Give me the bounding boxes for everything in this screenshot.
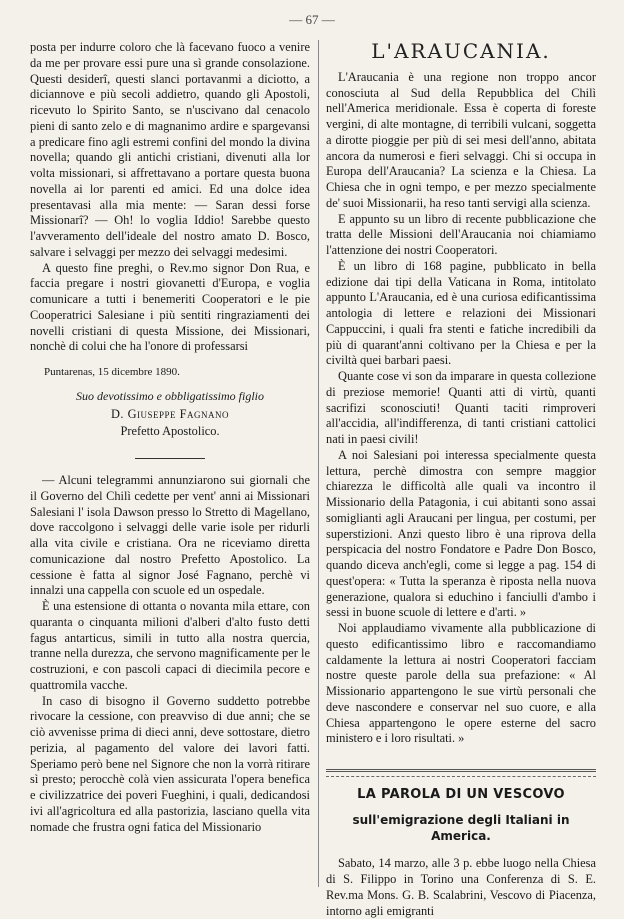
- paragraph: È una estensione di ottanta o novanta mila ettare, con quaranta o cinquanta milioni d'alberi d'alto fusto detti fagus antarticus, simili in tutto alla nostra quercia, tranne nella durezza, che servono magnificamente per le costruzioni, e con pascoli capaci di diecimila pecore e quattromila vacche.: [30, 599, 310, 692]
- right-column: [326, 40, 596, 919]
- paragraph: L'Araucania è una regione non troppo ancor conosciuta al Sud della Repubblica del Chilì nell'America meridionale. Essa è coperta di foreste vergini, di alte montagne, di terribili vulcani, soggetta a dirotte pioggie per più di sei mesi dell'anno, abitata ancora da numerosi e fieri selvaggi. Chi si occupa in Europa dell'Araucania? La scienza e la Chiesa. La Chiesa che in ogni tempo, e per mezzo specialmente de' suoi Missionarii, ha reso tanti servigi alla scienza.: [326, 69, 596, 210]
- paragraph: Sabato, 14 marzo, alle 3 p. ebbe luogo nella Chiesa di S. Filippo in Torino una Conferenza di S. E. Rev.ma Mons. G. B. Scalabrini, Vescovo di Piacenza, intorno agli emigranti: [326, 856, 596, 918]
- article-subtitle: sull'emigrazione degli Italiani in America.: [352, 812, 570, 843]
- paragraph: È un libro di 168 pagine, pubblicato in bella edizione dai tipi della Vaticana in Roma, intitolato appunto L'Araucania, ed è una curiosa edificantissima antologia di lettere e relazioni dei Missionari Cappuccini, i quali fra stenti e fatiche incredibili da più di quarant'anni coltivano per la Chiesa e per la civiltà quei barbari paesi.: [326, 258, 596, 368]
- paragraph: In caso di bisogno il Governo suddetto potrebbe rivocare la cessione, con preavviso di due anni; che se ciò avvenisse prima di dieci anni, deve sottostare, dietro perizia, al pagamento del valore dei lavori fatti. Speriamo però bene nel Signore che non la vorrà ritirare sì presto; perocchè colà vien assicurata l'opera benefica e civilizzatrice dei poveri Fueghini, i quali, dedicandosi ivi all'agricoltura ed alla pastorizia, lasciano quella vita nomade che frustra ogni fatica del Missionario: [30, 693, 310, 834]
- ornamental-rule: [326, 769, 596, 777]
- letter-closing: Suo devotissimo e obbligatissimo figlio: [76, 388, 264, 403]
- column-divider: [318, 40, 319, 887]
- paragraph: Noi applaudiamo vivamente alla pubblicazione di questo edificantissimo libro e raccomandiamo caldamente la lettura ai nostri Cooperatori facciam nostre queste parole della sua prefazione: « Al Missionario appartengono le sue virtù personali che deve nascondere e conservar nel suo cuore, e alla Chiesa appartengono le opere esterne del sacro ministero e i loro risultati. »: [326, 621, 596, 746]
- paragraph: A noi Salesiani poi interessa specialmente questa lettura, perchè dimostra con sempre maggior chiarezza le difficoltà alle quali va incontro il Missionario della Patagonia, i cui abitanti sono assai somiglianti agli Araucani per lingua, per costumi, per superstizioni. Anzi questo libro è una riprova della perspicacia del nostro Fondatore e Padre Don Bosco, quando diceva anch'egli, come si legge a pag. 154 di quest'opera: « Tutta la speranza è riposta nella nuova generazione, qualora si educhino i fanciulli d'ambo i sessi in buone scuole di lettere e d'arti. »: [326, 447, 596, 620]
- section-rule: [135, 458, 205, 459]
- signer-role: Prefetto Apostolico.: [120, 424, 220, 439]
- paragraph: — Alcuni telegrammi annunziarono sui giornali che il Governo del Chilì cedette per vent' anni ai Missionari Salesiani l' isola Dawson presso lo Stretto di Magellano, dove raccolgono i selvaggi delle varie isole per ridurli alla vita civile e cristiana. Ora ne riceviamo diretta comunicazione dal nostro Prefetto Apostolico. La cessione è fatta al signor José Fagnano, perchè vi innalzi una cappella con scuole ed un ospedale.: [30, 473, 310, 598]
- paragraph: Quante cose vi son da imparare in questa collezione di preziose memorie! Quanti atti di virtù, quanti sacrifizi sconosciuti! Quanti taciti rimproveri all'accidia, all'indifferenza, di tanti cristiani cattolici nati in paesi civili!: [326, 369, 596, 446]
- left-column: [30, 40, 310, 835]
- paragraph: E appunto su un libro di recente pubblicazione che tratta delle Missioni dell'Araucania noi chiamiamo l'attenzione dei nostri Cooperatori.: [326, 211, 596, 257]
- letter-date: Puntarenas, 15 dicembre 1890.: [44, 366, 180, 378]
- paragraph: posta per indurre coloro che là facevano fuoco a venire da me per provare essi pure una sì grande consolazione. Questi desiderî, questi slanci portavanmi a diciotto, a diciannove e più secoli addietro, quando gli Apostoli, ricevuto lo Spirito Santo, se n'uscivano dal cenacolo pieni di santo zelo e di magnanimo ardire e spargevansi a predicare fino agli estremi confini del mondo la divina novella; quando gli antichi cristiani, divenuti alla lor volta missionari, si affrettavano a portare questa buona novella ai lor parenti ed amici. Ed una dolce idea presentavasi alla mia mente: — Saran dessi forse Missionarî? — Oh! lo voglia Iddio! Sarebbe questo l'avveramento dell'ideale del nostro amato D. Bosco, salvare i selvaggi per mezzo dei selvaggi medesimi.: [30, 40, 310, 259]
- article-title: L'ARAUCANIA.: [371, 39, 551, 63]
- article-title: LA PAROLA DI UN VESCOVO: [357, 787, 565, 802]
- letter-signer: D. Giuseppe Fagnano: [110, 406, 230, 421]
- page-number: — 67 —: [289, 12, 335, 27]
- paragraph: A questo fine preghi, o Rev.mo signor Don Rua, e faccia pregare i nostri giovanetti d'Europa, e voglia comunicare a tutti i benemeriti Cooperatori e le pie Cooperatrici Salesiane i più sentiti ringraziamenti dei novelli cristiani di questa Missione, dei Missionari, nonchè di colui che ha l'onore di professarsi: [30, 260, 310, 354]
